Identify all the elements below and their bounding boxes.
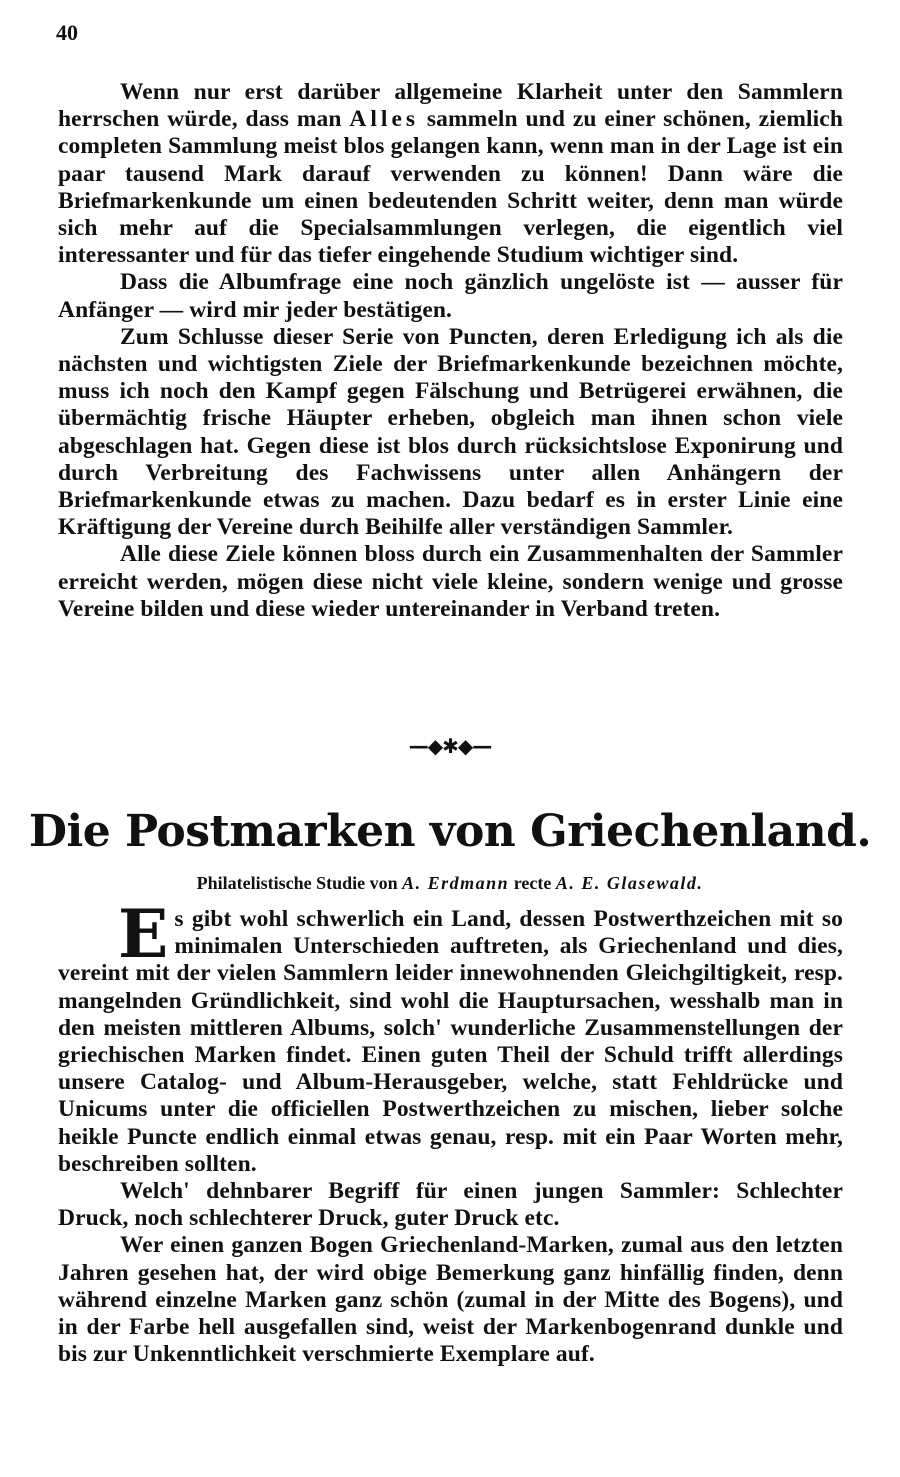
article-2-paragraph-1: Es gibt wohl schwerlich ein Land, dessen Postwerthzeichen mit so minimalen Unterschieden auftreten, als Griechenland und dies, vereint mit der vielen Sammlern leider innewohnenden Gleichgiltigkeit, resp. mangelnden Gründlichkeit, sind wohl die Hauptursachen, wesshalb man in den meisten mittleren Albums, solch' wunderliche Zusammenstellungen der griechischen Marken findet. Einen guten Theil der Schuld trifft allerdings unsere Catalog- und Album-Herausgeber, welche, statt Fehldrücke und Unicums unter die officiellen Postwerthzeichen zu mischen, lieber solche heikle Puncte endlich einmal etwas genau, resp. mit ein Paar Worten mehr, beschreiben sollten. [58, 895, 843, 1177]
subtitle-prefix: Philatelistische Studie von [196, 873, 398, 893]
article-1-paragraph-1: Wenn nur erst darüber allgemeine Klarheit unter den Sammlern herrschen würde, dass man Alles sammeln und zu einer schönen, ziemlich completen Sammlung meist blos gelangen kann, wenn man in der Lage ist ein paar tausend Mark darauf verwenden zu können! Dann wäre die Briefmarkenkunde um einen bedeutenden Schritt weiter, denn man würde sich mehr auf die Specialsammlungen verlegen, die eigentlich viel interessanter und für das tiefer eingehende Studium wichtiger sind. [58, 79, 843, 269]
emphasis-alles: Alles [349, 106, 420, 133]
subtitle-real-name: A. E. Glasewald. [555, 873, 704, 893]
article-2-body [58, 895, 843, 1368]
article-2-paragraph-2: Welch' dehnbarer Begriff für einen jungen Sammler: Schlechter Druck, noch schlechterer Druck, guter Druck etc. [58, 1178, 843, 1232]
article-title: Die Postmarken von Griechenland. [28, 806, 872, 857]
article-1-body [58, 79, 843, 623]
drop-cap: E [118, 895, 169, 973]
article-1-paragraph-3: Zum Schlusse dieser Serie von Puncten, deren Erledigung ich als die nächsten und wichtigsten Ziele der Briefmarkenkunde bezeichnen möchte, muss ich noch den Kampf gegen Fälschung und Betrügerei erwähnen, die übermächtig frische Häupter erheben, obgleich man ihnen schon viele abgeschlagen hat. Gegen diese ist blos durch rücksichtslose Exponirung und durch Verbreitung des Fachwissens unter allen Anhängern der Briefmarkenkunde etwas zu machen. Dazu bedarf es in erster Linie eine Kräftigung der Vereine durch Beihilfe aller verständigen Sammler. [58, 323, 843, 541]
article-1-paragraph-2: Dass die Albumfrage eine noch gänzlich ungelöste ist — ausser für Anfänger — wird mir jeder bestätigen. [58, 269, 843, 323]
page-number: 40 [56, 20, 78, 45]
article-subtitle [0, 873, 900, 894]
ornament-divider: —◆✱◆— [408, 734, 492, 758]
article-1-paragraph-4: Alle diese Ziele können bloss durch ein Zusammenhalten der Sammler erreicht werden, mögen diese nicht viele kleine, sondern wenige und grosse Vereine bilden und diese wieder untereinander in Verband treten. [58, 541, 843, 622]
article-2-paragraph-3: Wer einen ganzen Bogen Griechenland-Marken, zumal aus den letzten Jahren gesehen hat, der wird obige Bemerkung ganz hinfällig finden, denn während einzelne Marken ganz schön (zumal in der Mitte des Bogens), und in der Farbe hell ausgefallen sind, weist der Markenbogenrand dunkle und bis zur Unkenntlichkeit verschmierte Exemplare auf. [58, 1232, 843, 1368]
subtitle-middle: recte [513, 873, 552, 893]
subtitle-author: A. Erdmann [402, 873, 510, 893]
